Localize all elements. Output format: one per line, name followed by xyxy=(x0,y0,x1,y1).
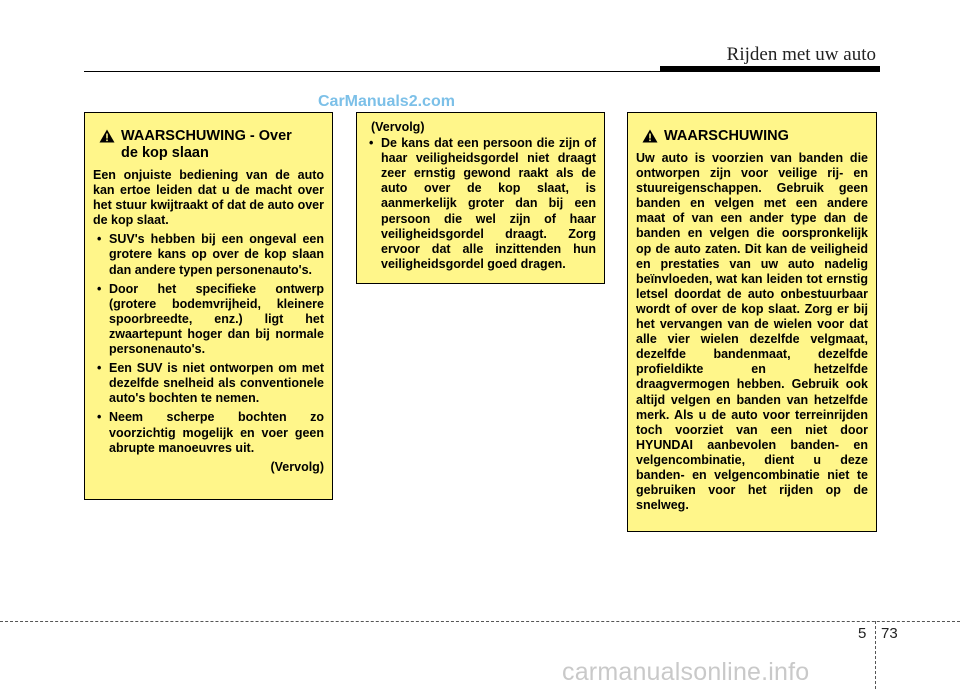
watermark-bottom: carmanualsonline.info xyxy=(562,658,810,686)
warning-title-line1: WAARSCHUWING - Over xyxy=(121,128,292,144)
continued-label: (Vervolg) xyxy=(270,459,324,474)
warning-box-tires xyxy=(627,112,877,532)
list-item: • Een SUV is niet ontworpen om met dezelfde snelheid als conventionele auto's bochten te nemen. xyxy=(93,361,324,406)
warning-bullet-list xyxy=(365,136,596,272)
watermark-top: CarManuals2.com xyxy=(318,93,455,110)
warning-title-line2: de kop slaan xyxy=(121,145,209,161)
list-item: • De kans dat een persoon die zijn of haar veiligheidsgordel niet draagt zeer ernstig gewond raakt als de auto over de kop slaat, is aanmerkelijk groter dan bij een persoon die wel zijn of haar veiligheidsgordel draagt. Zorg ervoor dat alle inzittenden hun veiligheidsgordel goed dragen. xyxy=(365,136,596,272)
warning-box-rollover xyxy=(84,112,333,500)
warning-triangle-icon xyxy=(642,129,658,143)
warning-title xyxy=(99,128,324,162)
warning-title xyxy=(642,128,868,145)
warning-triangle-icon xyxy=(99,129,115,143)
footer-divider xyxy=(875,621,876,689)
warning-intro: Een onjuiste bediening van de auto kan ertoe leiden dat u de macht over het stuur kwijtraakt of dat de auto over de kop slaat. xyxy=(93,168,324,228)
list-item: • SUV's hebben bij een ongeval een grotere kans op over de kop slaan dan andere typen personenauto's. xyxy=(93,232,324,277)
list-item: • Door het specifieke ontwerp (grotere bodemvrijheid, kleinere spoorbreedte, enz.) ligt het zwaartepunt hoger dan bij normale personenauto's. xyxy=(93,282,324,357)
continued-label: (Vervolg) xyxy=(371,120,425,134)
warning-bullet-list xyxy=(93,232,324,455)
list-item: • Neem scherpe bochten zo voorzichtig mogelijk en voer geen abrupte manoeuvres uit. xyxy=(93,410,324,455)
warning-body: Uw auto is voorzien van banden die ontworpen zijn voor veilige rij- en stuureigenschappen. Gebruik geen banden en velgen met een andere maat of van een ander type dan de banden en velgen die oorspronkelijk op de auto zaten. Dit kan de veiligheid en prestaties van uw auto nadelig beïnvloeden, wat kan leiden tot ernstig letsel doordat de auto onbestuurbaar wordt of over de kop slaat. Zorg er bij het vervangen van de wielen voor dat alle vier wielen dezelfde velgmaat, dezelfde bandenmaat, dezelfde profieldikte en hetzelfde draagvermogen hebben. Gebruik ook altijd velgen en banden van hetzelfde merk. Als u de auto voor terreinrijden toch voorziet van een niet door HYUNDAI aanbevolen banden- en velgencombinatie, dient u deze banden- en velgencombinatie niet te gebruiken voor het rijden op de snelweg. xyxy=(636,151,868,513)
chapter-number: 5 xyxy=(858,625,867,642)
warning-box-rollover-continued xyxy=(356,112,605,284)
page-number: 73 xyxy=(881,625,898,642)
page-header-title: Rijden met uw auto xyxy=(726,44,876,65)
header-rule-accent xyxy=(660,66,880,72)
footer-rule xyxy=(0,621,960,622)
warning-title-text: WAARSCHUWING xyxy=(664,128,789,144)
